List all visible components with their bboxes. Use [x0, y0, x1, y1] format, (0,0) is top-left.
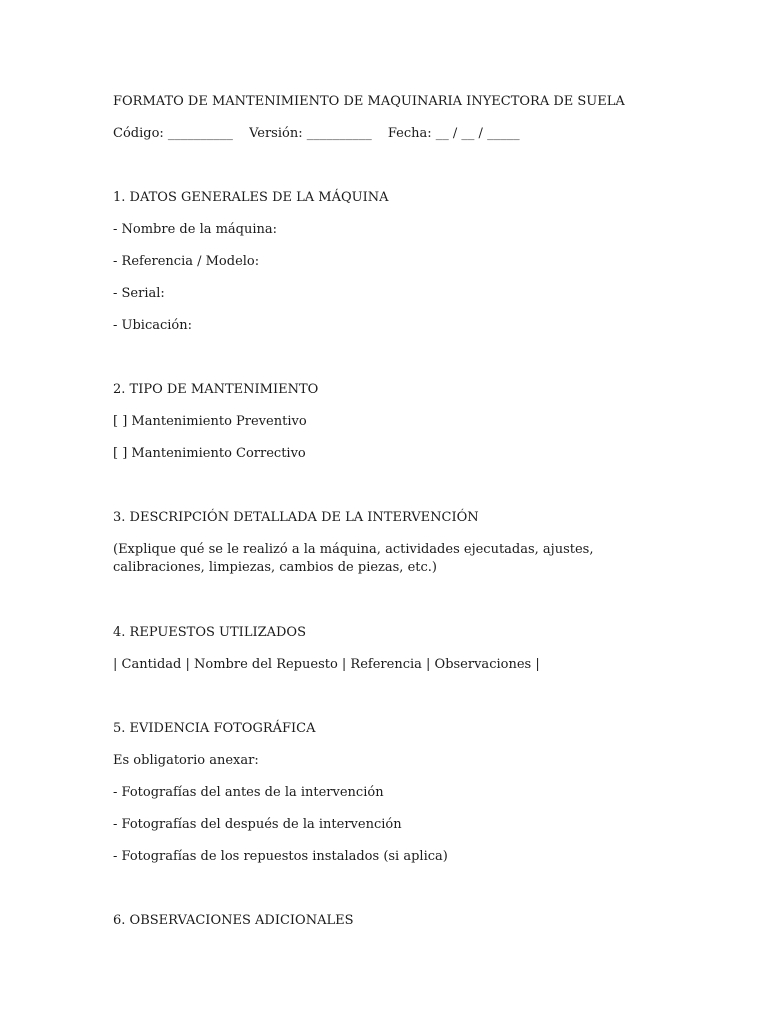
list-item: - Nombre de la máquina:	[113, 222, 278, 237]
fecha-field: Fecha: __ / __ / _____	[387, 126, 520, 141]
document-title: FORMATO DE MANTENIMIENTO DE MAQUINARIA INYECTORA DE SUELA	[113, 94, 625, 109]
section-4-heading: 4. REPUESTOS UTILIZADOS	[113, 625, 306, 640]
list-item: - Fotografías de los repuestos instalados (si aplica)	[113, 849, 448, 864]
list-item: - Serial:	[113, 286, 165, 301]
section-3-instructions: (Explique qué se le realizó a la máquina, actividades ejecutadas, ajustes, calibraciones, limpiezas, cambios de piezas, etc.)	[113, 542, 594, 575]
list-item: - Fotografías del después de la intervención	[113, 817, 402, 832]
document-meta	[113, 125, 520, 143]
section-6-heading: 6. OBSERVACIONES ADICIONALES	[113, 913, 354, 928]
section-1-heading: 1. DATOS GENERALES DE LA MÁQUINA	[113, 190, 389, 205]
section-3-heading: 3. DESCRIPCIÓN DETALLADA DE LA INTERVENCIÓN	[113, 510, 479, 525]
checkbox-correctivo: [ ] Mantenimiento Correctivo	[113, 446, 306, 461]
codigo-field: Código: __________	[113, 126, 233, 141]
section-5-intro: Es obligatorio anexar:	[113, 753, 259, 768]
checkbox-preventivo: [ ] Mantenimiento Preventivo	[113, 414, 307, 429]
parts-table-header: | Cantidad | Nombre del Repuesto | Referencia | Observaciones |	[113, 657, 540, 672]
version-field: Versión: __________	[249, 126, 372, 141]
section-2-heading: 2. TIPO DE MANTENIMIENTO	[113, 382, 319, 397]
list-item: - Fotografías del antes de la intervención	[113, 785, 384, 800]
section-5-heading: 5. EVIDENCIA FOTOGRÁFICA	[113, 721, 316, 736]
list-item: - Referencia / Modelo:	[113, 254, 260, 269]
list-item: - Ubicación:	[113, 318, 193, 333]
